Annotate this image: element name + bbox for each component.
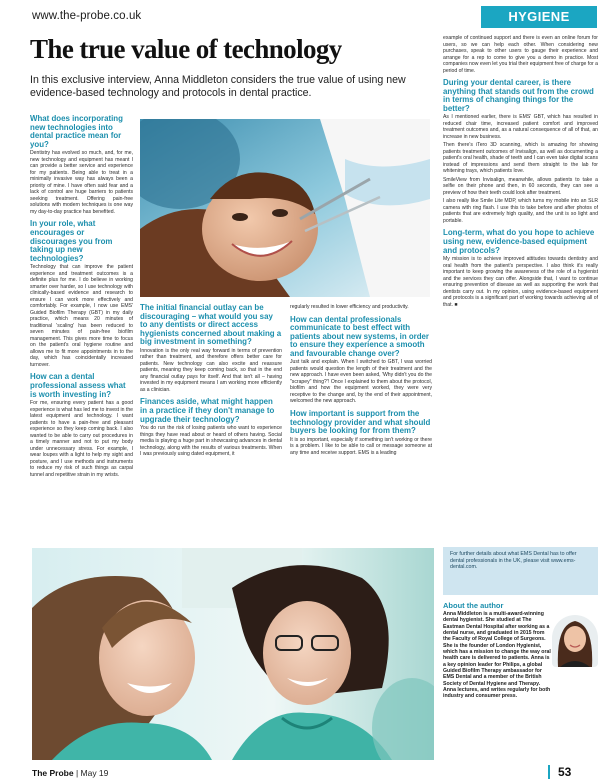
answer-text: SmileView from Invisalign, meanwhile, allows patients to take a selfie on their phone and then, in 60 seconds, they can see a preview of how their teeth could look after treatment. xyxy=(443,176,598,196)
answer-text: My mission is to achieve improved attitudes towards dentistry and oral health from the patient's perspective. I also think it's really important to keep growing the awareness of the role of a hygienist and the services they can offer. Alongside that, I want to continue ensuring prevention of disease as well as supporting the work that dentists carry out. In my opinion, using evidence-based equipment and protocols is a significant part of working towards achieving all of that. ■ xyxy=(443,256,598,308)
answer-text: I also really like Smile Lite MDP, which turns my mobile into an SLR camera with ring flash. I use this to take before and after photos of patients that are extremely high quality, and the unit is so light and portable. xyxy=(443,198,598,224)
question-heading: The initial financial outlay can be discouraging – what would you say to any dentists or direct access hygienists concerned about making a big investment in something? xyxy=(140,303,282,347)
question-heading: During your dental career, is there anything that stands out from the crowd in terms of changing things for the better? xyxy=(443,78,594,113)
answer-text: Technology that can improve the patient experience and treatment outcomes is a definite plus for me. I do believe in working smarter over harder, so I use technology with clinically-based evidence and research to ensure I can work more effectively and comfortably. For example, I now use EMS' Guided Biofilm Therapy (GBT) in my daily practice, which means 20 minutes of traditional 'scaling' has been reduced to seven minutes of pain-free biofilm management. This gives more time to focus on the patient's oral hygiene routine and allows me to fit more appointments in to the day, which has coincidentally increased turnover. xyxy=(30,264,133,368)
question-heading: In your role, what encourages or discourages you from taking up new technologies? xyxy=(30,219,113,263)
column-3 xyxy=(290,304,432,458)
question-heading: How can a dental professional assess what is worth investing in? xyxy=(30,372,126,399)
author-heading: About the author xyxy=(443,601,504,610)
answer-text: Dentistry has evolved so much, and, for me, new technology and equipment has meant I can provide a better service and experience for my patients. Being able to treat in a minimally invasive way has always been a priority of mine. I have often said fear and a lack of control are huge barriers to patients seeking treatment. Offering pain-free solutions with modern techniques is one way my day-to-day practice has benefited. xyxy=(30,150,133,215)
column-1 xyxy=(30,115,133,480)
answer-text: Innovation is the only real way forward in terms of prevention rather than treatment, and therefore offers better care for patients. New technology can also excite and reassure patients, meaning they keep coming back, so that in the end any financial outlay pays for itself. And that isn't all – having invested in my equipment means I am working more efficiently as a clinician. xyxy=(140,347,282,393)
answer-text: Then there's iTero 3D scanning, which is amazing for showing patients treatment outcomes of Invisalign, as well as documenting a patient's oral health, shade of teeth and I can even take digital scans instead of impressions and send them straight to the lab for whitening trays, which patients love. xyxy=(443,142,598,175)
question-heading: Finances aside, what might happen in a practice if they don't manage to upgrade their technology? xyxy=(140,397,275,424)
answer-text: As I mentioned earlier, there is EMS' GBT, which has resulted in reduced chair time, increased patient comfort and improved treatment outcomes and, as a natural consequence of all of that, an increase in new business. xyxy=(443,114,598,140)
hygienist-patient-photo xyxy=(32,548,434,760)
question-heading: How important is support from the technology provider and what should buyers be looking for from them? xyxy=(290,408,431,436)
page-number-divider xyxy=(548,765,550,779)
further-details-box: For further details about what EMS Dental has to offer dental professionals in the UK, please visit www.ems-dental.com. xyxy=(443,547,598,595)
article-intro: In this exclusive interview, Anna Middleton considers the true value of using new evidence-based technology and protocols in dental practice. xyxy=(30,74,406,100)
footer-separator: | xyxy=(75,768,81,778)
question-heading: What does incorporating new technologies into dental practice mean for you? xyxy=(30,114,123,149)
column-4 xyxy=(443,35,598,310)
issue-date: May 19 xyxy=(80,768,109,778)
question-heading: Long-term, what do you hope to achieve using new, evidence-based equipment and protocols? xyxy=(443,228,595,255)
answer-text: example of continued support and there is even an online forum for users, so we can help each other. When considering new purchases, speak to other users to gauge their experience and arrange for a rep to come to give you a demo in practice. Most companies now even let you trial their equipment free of charge for a period of time. xyxy=(443,35,598,74)
answer-text: regularly resulted in lower efficiency and productivity. xyxy=(290,304,409,310)
section-badge: HYGIENE xyxy=(481,6,597,28)
publication-name: The Probe xyxy=(32,768,74,778)
question-heading: How can dental professionals communicate to best effect with patients about new systems, in order to ensure they experience a smooth and favourable change over? xyxy=(290,314,429,358)
page-footer xyxy=(32,768,108,778)
article-title: The true value of technology xyxy=(30,34,342,64)
author-bio: Anna Middleton is a multi-award-winning dental hygienist. She studied at The Eastman Dental Hospital after working as a dental nurse, and graduated in 2015 from the Faculty of Royal College of Surgeons. She is the founder of London Hygienist, which has a mission to change the way oral health care is delivered to patients. Anna is a key opinion leader for Philips, a global Guided Biofilm Therapy ambassador for EMS Dental and a member of the British Society of Dental Hygiene and Therapy. Anna lectures, and writes regularly for both industry and consumer press. xyxy=(443,611,551,700)
page-number: 53 xyxy=(558,765,572,779)
answer-text: For me, ensuring every patient has a good experience is what has led me to invest in the latest equipment and technology. I want patients to have a pain-free and pleasant experience so they keep coming back. I also wanted to be able to carry out procedures in a timely manner and not to put my body under unnecessary stress. For example, I wear loupes with a light to help my sight and posture, and I use methods and instruments to reduce my risk of such things as carpal tunnel and repetitive strain in my wrists. xyxy=(30,400,133,478)
dental-exam-photo xyxy=(140,119,430,297)
column-2 xyxy=(140,304,282,460)
answer-text: You do run the risk of losing patients who want to experience things they have read about or heard of others having. Social media is playing a huge part in showcasing advances in dental technology, along with the results of various treatments. When I was previously using dated equipment, it xyxy=(140,425,282,458)
author-headshot xyxy=(552,615,598,667)
answer-text: Just talk and explain. When I switched to GBT, I was worried patients would question the length of their treatment and the new approach. I have even been asked, 'Why didn't you do the "scrapey" thing?'! Once I explained to them about the protocol, biofilm and how the equipment worked, they were very receptive to the change and, by the end of their appointment, welcomed the new approach. xyxy=(290,359,432,405)
answer-text: It is so important, especially if something isn't working or there is a problem. I like to be able to call or message someone at any time and receive support. EMS is a leading xyxy=(290,436,432,456)
site-url[interactable]: www.the-probe.co.uk xyxy=(32,10,142,22)
